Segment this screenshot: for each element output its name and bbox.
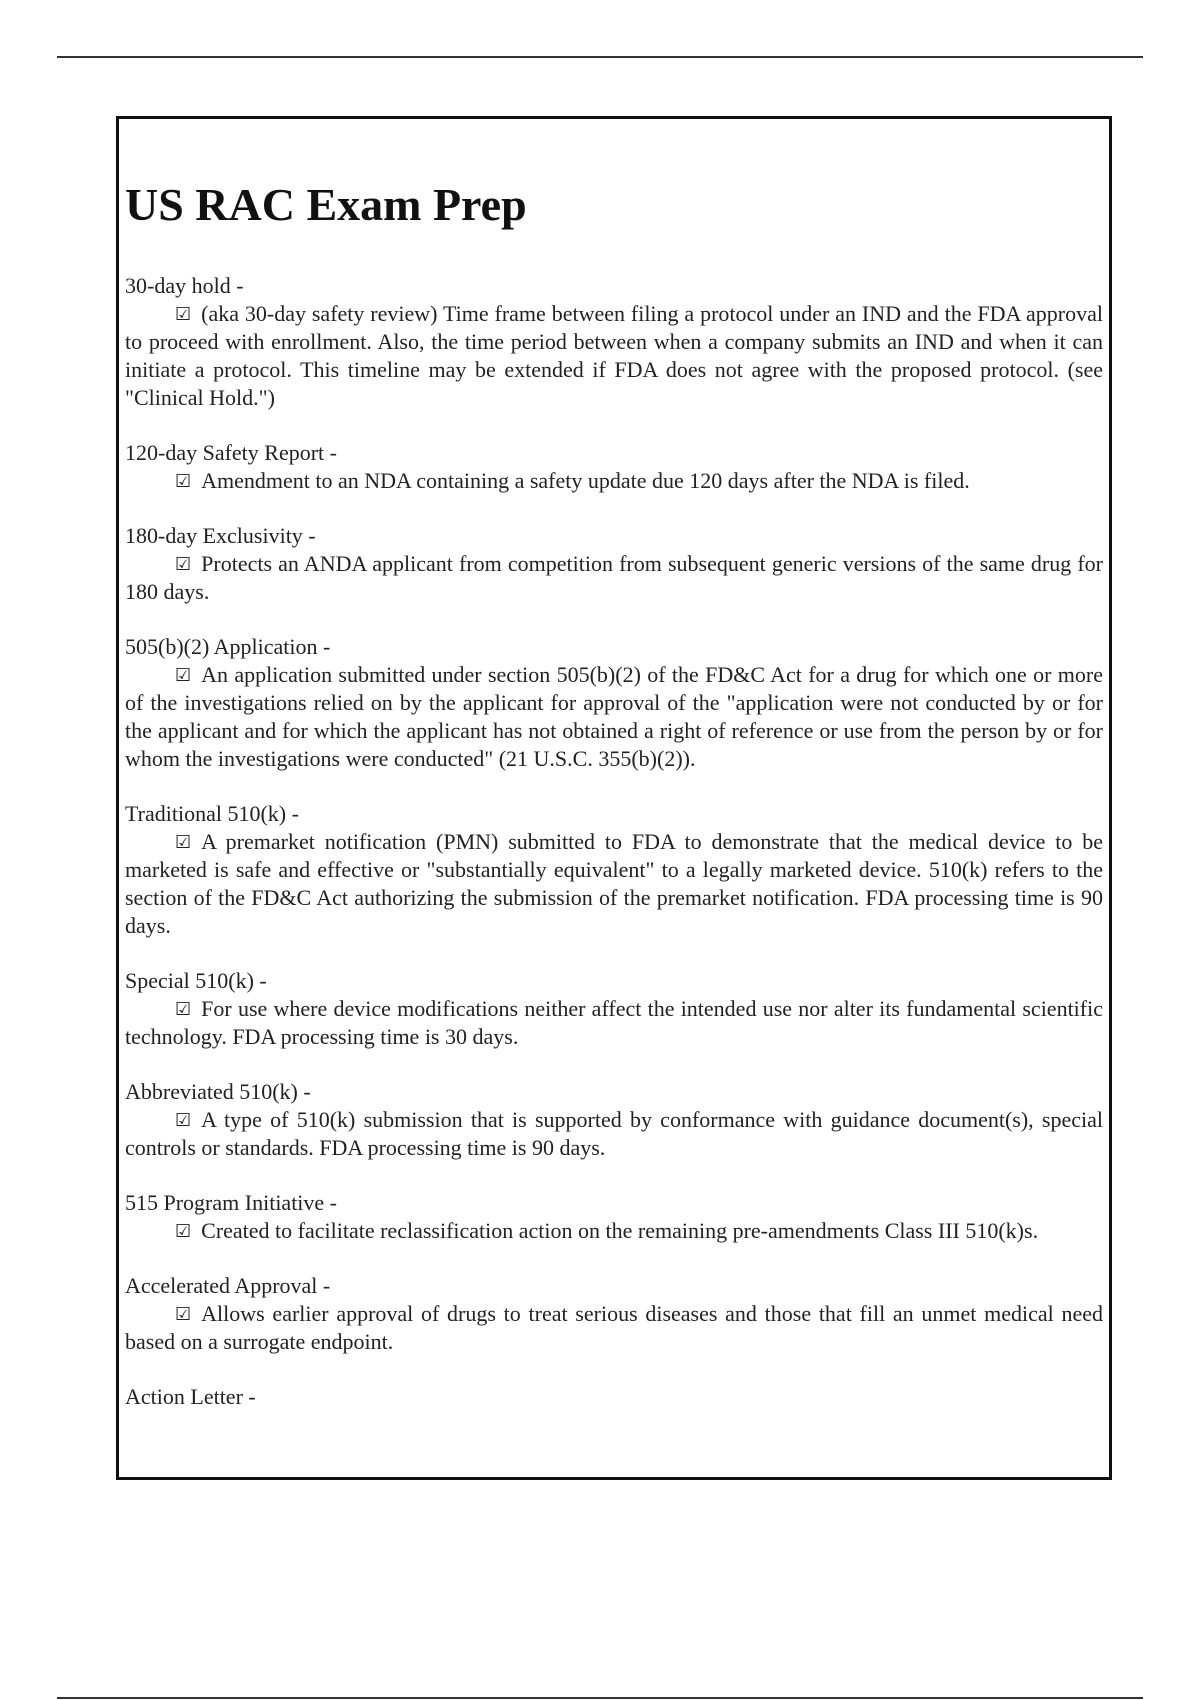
entry-definition-text: A premarket notification (PMN) submitted to FDA to demonstrate that the medical device to be marketed is safe and effective or "substantially equivalent" to a legally marketed device. 510(k) refers to the section of the FD&C Act authorizing the submission of the premarket notification. FDA processing time is 90 days.: [125, 829, 1103, 938]
entry-definition: [125, 467, 1103, 495]
entry-definition-text: Protects an ANDA applicant from competition from subsequent generic versions of the same drug for 180 days.: [125, 551, 1103, 604]
entry-definition: [125, 828, 1103, 940]
bottom-divider: [57, 1697, 1143, 1699]
entry-term: Traditional 510(k) -: [125, 801, 299, 826]
entry-term: 120-day Safety Report -: [125, 440, 337, 465]
top-divider: [57, 56, 1143, 58]
glossary-entry: [125, 633, 1103, 773]
checkbox-checked-icon: ☑: [175, 832, 192, 853]
entry-definition: [125, 1300, 1103, 1356]
entry-definition-text: Amendment to an NDA containing a safety update due 120 days after the NDA is filed.: [201, 468, 970, 493]
glossary-entry: [125, 439, 1103, 495]
entry-term: 505(b)(2) Application -: [125, 634, 331, 659]
glossary-entry: [125, 1272, 1103, 1356]
entry-definition: [125, 1217, 1103, 1245]
glossary-entry: [125, 800, 1103, 940]
entry-definition-text: An application submitted under section 505(b)(2) of the FD&C Act for a drug for which one or more of the investigations relied on by the applicant for approval of the "application were not conducted by or for the applicant and for which the applicant has not obtained a right of reference or use from the person by or for whom the investigations were conducted" (21 U.S.C. 355(b)(2)).: [125, 662, 1103, 771]
checkbox-checked-icon: ☑: [175, 1221, 192, 1242]
checkbox-checked-icon: ☑: [175, 1110, 192, 1131]
checkbox-checked-icon: ☑: [175, 1304, 192, 1325]
entry-term: 180-day Exclusivity -: [125, 523, 316, 548]
glossary-entry: [125, 1383, 1103, 1411]
entry-term: 515 Program Initiative -: [125, 1190, 338, 1215]
entry-definition-text: A type of 510(k) submission that is supported by conformance with guidance document(s), special controls or standards. FDA processing time is 90 days.: [125, 1107, 1103, 1160]
page-title: US RAC Exam Prep: [125, 179, 527, 230]
entry-definition: [125, 300, 1103, 412]
checkbox-checked-icon: ☑: [175, 471, 192, 492]
entry-definition-text: (aka 30-day safety review) Time frame between filing a protocol under an IND and the FDA approval to proceed with enrollment. Also, the time period between when a company submits an IND and when it can initiate a protocol. This timeline may be extended if FDA does not agree with the proposed protocol. (see "Clinical Hold."): [125, 301, 1103, 410]
checkbox-checked-icon: ☑: [175, 665, 192, 686]
document-frame: [116, 116, 1112, 1480]
checkbox-checked-icon: ☑: [175, 554, 192, 575]
entry-definition: [125, 995, 1103, 1051]
entry-definition-text: Allows earlier approval of drugs to treat serious diseases and those that fill an unmet medical need based on a surrogate endpoint.: [125, 1301, 1103, 1354]
checkbox-checked-icon: ☑: [175, 999, 192, 1020]
entry-definition: [125, 661, 1103, 773]
entry-definition-text: For use where device modifications neither affect the intended use nor alter its fundamental scientific technology. FDA processing time is 30 days.: [125, 996, 1103, 1049]
glossary-entry: [125, 1078, 1103, 1162]
entry-term: Abbreviated 510(k) -: [125, 1079, 311, 1104]
glossary-entry: [125, 967, 1103, 1051]
glossary-entry: [125, 1189, 1103, 1245]
checkbox-checked-icon: ☑: [175, 304, 192, 325]
entry-term: Special 510(k) -: [125, 968, 267, 993]
entry-definition: [125, 1106, 1103, 1162]
glossary-entry: [125, 522, 1103, 606]
glossary-entry: [125, 272, 1103, 412]
entry-term: Accelerated Approval -: [125, 1273, 331, 1298]
entry-definition: [125, 550, 1103, 606]
entry-term: Action Letter -: [125, 1384, 256, 1409]
entry-term: 30-day hold -: [125, 273, 244, 298]
entry-definition-text: Created to facilitate reclassification action on the remaining pre-amendments Class III 510(k)s.: [201, 1218, 1039, 1243]
